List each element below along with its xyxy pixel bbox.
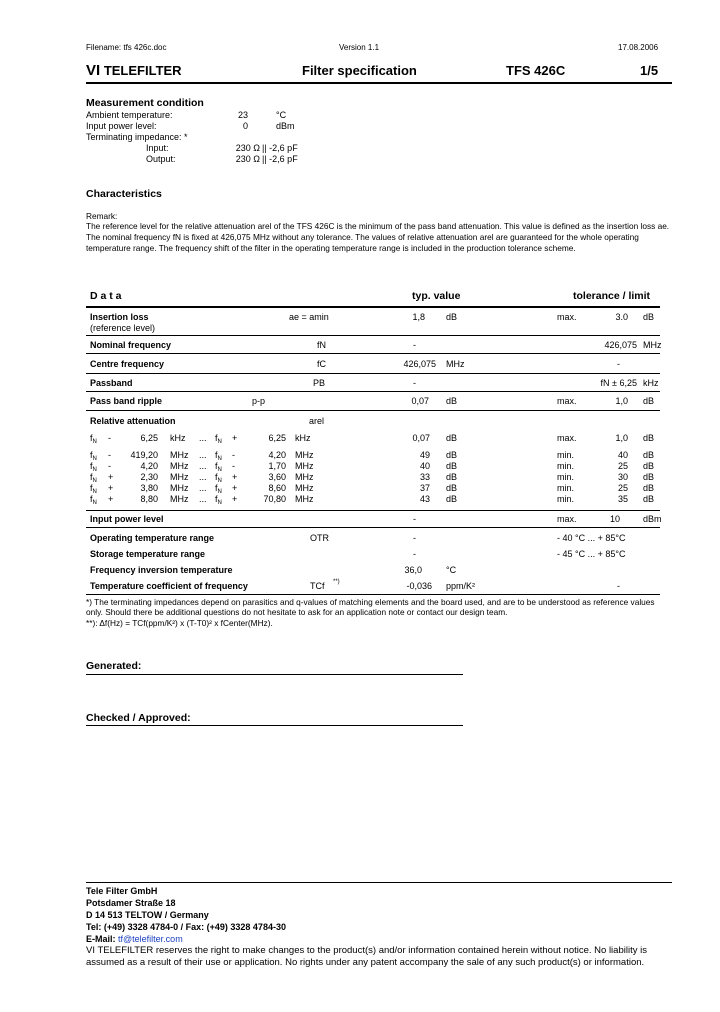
att-limval: 25: [617, 483, 628, 493]
att-unit: dB: [446, 483, 458, 493]
att-f1: 8,80: [140, 494, 158, 504]
table-header-tolerance: tolerance / limit: [573, 290, 651, 302]
att-unit: dB: [446, 450, 458, 460]
nominal-frequency-label: Nominal frequency: [90, 340, 172, 350]
footer-email-row: [86, 934, 183, 944]
att-typ: 40: [419, 461, 430, 471]
ambient-value: 23: [237, 110, 248, 120]
att-dots: ...: [199, 494, 207, 504]
passband-limval: fN ± 6,25: [600, 378, 637, 388]
att-u2: MHz: [295, 450, 314, 460]
table-bottom-divider: [86, 594, 660, 595]
att-f2: 1,70: [268, 461, 286, 471]
table-header-data: D a t a: [90, 290, 122, 302]
att-limunit: dB: [643, 494, 655, 504]
input-power-row-limval: 10: [609, 514, 620, 524]
att-f1: 2,30: [140, 472, 158, 482]
otr-typ: -: [413, 533, 416, 543]
note-tcf: **): Δf(Hz) = TCf(ppm/K²) x (T-T0)² x fCenter(MHz).: [86, 618, 273, 628]
footer-company: Tele Filter GmbH: [86, 886, 158, 896]
doc-title: Filter specification: [302, 63, 417, 78]
att-unit: dB: [446, 472, 458, 482]
inversion-label: Frequency inversion temperature: [90, 565, 233, 575]
att-limunit: dB: [643, 483, 655, 493]
passband-limunit: kHz: [643, 378, 659, 388]
att-fn2-symbol: $f_N$: [215, 472, 222, 484]
footer-disclaimer: VI TELEFILTER reserves the right to make changes to the product(s) and/or information contained herein without notice. No liability is assumed as a result of their use or application. No rights under any patent accompany the sale of any such product(s) or information.: [86, 945, 647, 968]
att-u2: kHz: [295, 433, 311, 443]
att-sign1: +: [108, 494, 114, 504]
footer-tel: Tel: (+49) 3328 4784-0 / Fax: (+49) 3328 4784-30: [86, 922, 286, 932]
storage-limval: - 45 °C ... + 85°C: [557, 549, 626, 559]
centre-frequency-limval: -: [617, 359, 620, 369]
brand-vi: VI: [86, 62, 101, 79]
passband-typ: -: [413, 378, 416, 388]
att-u1: MHz: [170, 461, 189, 471]
ambient-unit: °C: [276, 110, 287, 120]
tcf-limval: -: [617, 581, 620, 591]
att-unit: dB: [446, 433, 458, 443]
att-f1: 6,25: [140, 433, 158, 443]
relative-attenuation-label: Relative attenuation: [90, 416, 176, 426]
att-fn-symbol: $f_N$: [90, 483, 97, 495]
att-f2: 3,60: [268, 472, 286, 482]
att-typ: 37: [419, 483, 430, 493]
centre-frequency-label: Centre frequency: [90, 359, 165, 369]
att-sign1: -: [108, 450, 111, 460]
input-power-row-limunit: dBm: [643, 514, 662, 524]
att-unit: dB: [446, 461, 458, 471]
att-u1: MHz: [170, 483, 189, 493]
input-power-unit: dBm: [276, 121, 295, 131]
att-f2: 6,25: [268, 433, 286, 443]
row-divider: [86, 353, 660, 354]
checked-line: [86, 725, 463, 726]
insertion-loss-typ: 1,8: [412, 312, 425, 322]
header-divider: [86, 82, 672, 84]
centre-frequency-unit: MHz: [446, 359, 465, 369]
otr-symbol: OTR: [310, 533, 329, 543]
passband-label: Passband: [90, 378, 133, 388]
remark-text: The reference level for the relative attenuation arel of the TFS 426C is the minimum of the pass band attenuation. This value is defined as the insertion loss ae. The nominal frequency fN is fixed at 426,075 MHz without any tolerance. The values of relative attenuation arel are guaranteed for the whole operating temperature range. The frequency shift of the filter in the operating temperature range is included in the production tolerance scheme.: [86, 221, 670, 253]
att-sign2: -: [232, 450, 235, 460]
att-f2: 4,20: [268, 450, 286, 460]
footer-email-label: E-Mail:: [86, 934, 116, 944]
att-lim: min.: [557, 450, 575, 460]
input-power-label: Input power level:: [86, 121, 157, 131]
generated-label: Generated:: [86, 660, 142, 672]
characteristics-title: Characteristics: [86, 188, 162, 200]
tcf-symbol: TCf: [310, 581, 325, 591]
input-power-row-label: Input power level: [90, 514, 164, 524]
att-limval: 1,0: [615, 433, 628, 443]
ripple-label: Pass band ripple: [90, 396, 163, 406]
tcf-label: Temperature coefficient of frequency: [90, 581, 248, 591]
input-impedance: 230 Ω: [235, 143, 260, 153]
att-fn2-symbol: $f_N$: [215, 461, 222, 473]
att-f1: 4,20: [140, 461, 158, 471]
att-fn-symbol: $f_N$: [90, 472, 97, 484]
inversion-typ: 36,0: [404, 565, 422, 575]
checked-label: Checked / Approved:: [86, 712, 191, 724]
att-dots: ...: [199, 450, 207, 460]
insertion-loss-limval: 3.0: [615, 312, 628, 322]
att-limval: 40: [617, 450, 628, 460]
att-typ: 49: [419, 450, 430, 460]
measurement-title: Measurement condition: [86, 97, 204, 109]
header-version: Version 1.1: [339, 43, 380, 52]
att-fn-symbol: $f_N$: [90, 461, 97, 473]
header-date: 17.08.2006: [618, 43, 659, 52]
header-filename: Filename: tfs 426c.doc: [86, 43, 167, 52]
terminating-label: Terminating impedance: *: [86, 132, 188, 142]
product-code: TFS 426C: [506, 63, 566, 78]
att-sign2: -: [232, 461, 235, 471]
output-impedance: 230 Ω: [235, 154, 260, 164]
ripple-limunit: dB: [643, 396, 655, 406]
ripple-symbol: p-p: [252, 396, 266, 406]
table-header-typ: typ. value: [412, 290, 461, 302]
brand-logo: [86, 62, 182, 79]
otr-limval: - 40 °C ... + 85°C: [557, 533, 626, 543]
att-f1: 419,20: [130, 450, 158, 460]
att-unit: dB: [446, 494, 458, 504]
ripple-typ: 0,07: [411, 396, 429, 406]
tcf-typ: -0,036: [406, 581, 432, 591]
input-power-row-lim: max.: [557, 514, 577, 524]
table-header-divider: [86, 306, 660, 308]
att-dots: ...: [199, 461, 207, 471]
att-u2: MHz: [295, 494, 314, 504]
ambient-label: Ambient temperature:: [86, 110, 173, 120]
footer-email-link[interactable]: tf@telefilter.com: [118, 934, 183, 944]
remark-label: Remark:: [86, 211, 118, 221]
input-label: Input:: [146, 143, 169, 153]
att-u2: MHz: [295, 472, 314, 482]
input-power-row-typ: -: [413, 514, 416, 524]
att-sign1: +: [108, 483, 114, 493]
passband-symbol: PB: [313, 378, 326, 388]
row-divider: [86, 410, 660, 411]
output-capacitance: || -2,6 pF: [262, 154, 298, 164]
row-divider: [86, 510, 660, 511]
att-fn2-symbol: $f_N$: [215, 483, 222, 495]
ripple-limval: 1,0: [615, 396, 628, 406]
att-u2: MHz: [295, 461, 314, 471]
tcf-note-mark: **): [333, 579, 340, 585]
att-lim: min.: [557, 483, 575, 493]
att-sign2: +: [232, 494, 238, 504]
footer-city: D 14 513 TELTOW / Germany: [86, 910, 209, 920]
att-fn2-symbol: $f_N$: [215, 433, 222, 445]
att-dots: ...: [199, 472, 207, 482]
att-u1: MHz: [170, 450, 189, 460]
insertion-loss-unit: dB: [446, 312, 458, 322]
ripple-unit: dB: [446, 396, 458, 406]
att-lim: max.: [557, 433, 577, 443]
insertion-loss-sub: (reference level): [90, 323, 156, 333]
centre-frequency-typ: 426,075: [403, 359, 436, 369]
row-divider: [86, 391, 660, 392]
att-limval: 35: [617, 494, 628, 504]
att-typ: 33: [419, 472, 430, 482]
att-u2: MHz: [295, 483, 314, 493]
insertion-loss-limunit: dB: [643, 312, 655, 322]
att-sign2: +: [232, 433, 238, 443]
att-dots: ...: [199, 483, 207, 493]
footer-street: Potsdamer Straße 18: [86, 898, 176, 908]
att-limunit: dB: [643, 450, 655, 460]
row-divider: [86, 527, 660, 528]
att-limval: 25: [617, 461, 628, 471]
tcf-unit: ppm/K²: [446, 581, 476, 591]
att-f2: 8,60: [268, 483, 286, 493]
att-lim: min.: [557, 472, 575, 482]
att-lim: min.: [557, 461, 575, 471]
att-f1: 3,80: [140, 483, 158, 493]
note-impedance: *) The terminating impedances depend on parasitics and q-values of matching elements and the board used, and are to be understood as reference values only. Should there be additional questions do not hesitate to ask for an application note or contact our design team.: [86, 597, 655, 617]
att-limunit: dB: [643, 433, 655, 443]
att-limunit: dB: [643, 461, 655, 471]
nominal-frequency-typ: -: [413, 340, 416, 350]
att-fn-symbol: $f_N$: [90, 433, 97, 445]
att-u1: kHz: [170, 433, 186, 443]
footer-divider: [86, 882, 672, 883]
att-typ: 0,07: [412, 433, 430, 443]
insertion-loss-symbol: ae = amin: [289, 312, 329, 322]
nominal-frequency-limunit: MHz: [643, 340, 662, 350]
ripple-lim: max.: [557, 396, 577, 406]
storage-typ: -: [413, 549, 416, 559]
input-power-value: 0: [242, 121, 248, 131]
att-lim: min.: [557, 494, 575, 504]
insertion-loss-label: Insertion loss: [90, 312, 149, 322]
storage-label: Storage temperature range: [90, 549, 206, 559]
nominal-frequency-symbol: fN: [317, 340, 326, 350]
page-number: 1/5: [640, 63, 659, 78]
att-fn-symbol: $f_N$: [90, 450, 97, 462]
att-u1: MHz: [170, 472, 189, 482]
relative-attenuation-symbol: arel: [309, 416, 325, 426]
att-sign2: +: [232, 483, 238, 493]
att-dots: ...: [199, 433, 207, 443]
att-fn-symbol: $f_N$: [90, 494, 97, 506]
att-fn2-symbol: $f_N$: [215, 450, 222, 462]
centre-frequency-symbol: fC: [317, 359, 326, 369]
att-limunit: dB: [643, 472, 655, 482]
generated-line: [86, 674, 463, 675]
row-divider: [86, 335, 660, 336]
att-sign2: +: [232, 472, 238, 482]
nominal-frequency-limval: 426,075: [604, 340, 637, 350]
otr-label: Operating temperature range: [90, 533, 215, 543]
input-capacitance: || -2,6 pF: [262, 143, 298, 153]
output-label: Output:: [146, 154, 176, 164]
att-f2: 70,80: [263, 494, 286, 504]
att-sign1: -: [108, 461, 111, 471]
att-sign1: -: [108, 433, 111, 443]
brand-name: TELEFILTER: [103, 63, 182, 78]
row-divider: [86, 373, 660, 374]
att-sign1: +: [108, 472, 114, 482]
att-typ: 43: [419, 494, 430, 504]
att-limval: 30: [617, 472, 628, 482]
inversion-unit: °C: [446, 565, 457, 575]
insertion-loss-lim: max.: [557, 312, 577, 322]
att-fn2-symbol: $f_N$: [215, 494, 222, 506]
att-u1: MHz: [170, 494, 189, 504]
